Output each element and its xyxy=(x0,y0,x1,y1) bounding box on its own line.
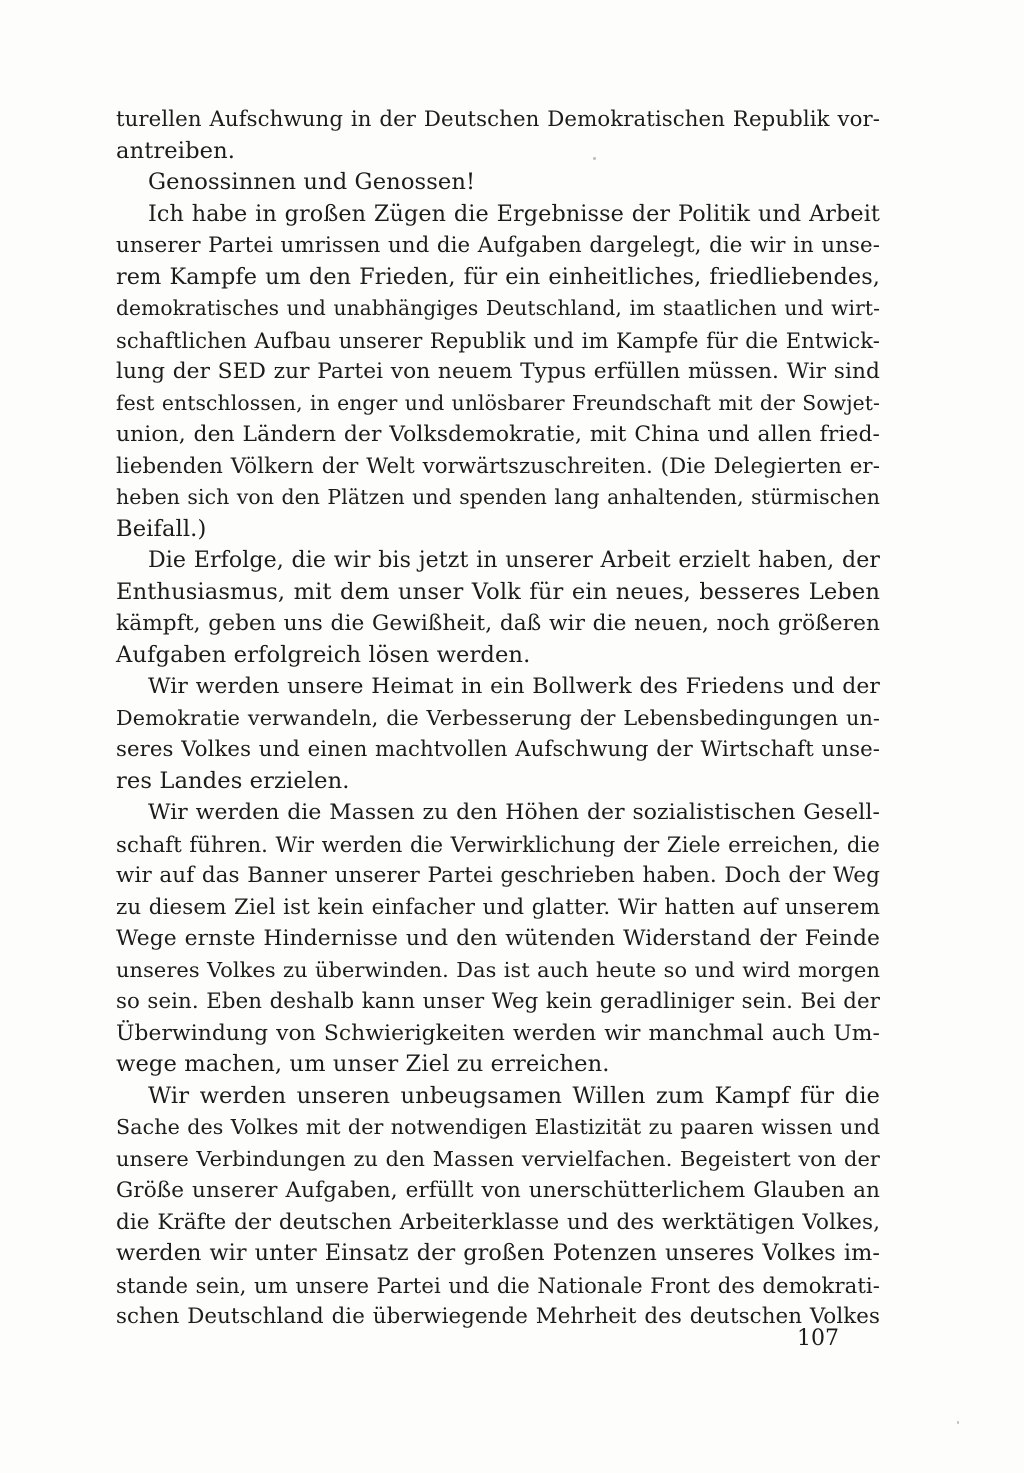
text-line: unseres Volkes zu überwinden. Das ist auch heute so und wird morgen xyxy=(116,957,880,982)
text-line: rem Kampfe um den Frieden, für ein einheitliches, friedliebendes, xyxy=(116,263,880,290)
text-line: fest entschlossen, in enger und unlösbarer Freundschaft mit der Sowjet- xyxy=(116,390,880,415)
text-line: seres Volkes und einen machtvollen Aufschwung der Wirtschaft unse- xyxy=(116,737,880,762)
page-number: 107 xyxy=(797,1326,839,1351)
text-line: turellen Aufschwung in der Deutschen Demokratischen Republik vor- xyxy=(116,107,880,132)
text-line: Die Erfolge, die wir bis jetzt in unserer Arbeit erzielt haben, der xyxy=(148,548,880,573)
text-line: demokratisches und unabhängiges Deutschland, im staatlichen und wirt- xyxy=(116,296,880,320)
text-line: schen Deutschland die überwiegende Mehrheit des deutschen Volkes xyxy=(116,1304,880,1329)
text-line: schaftlichen Aufbau unserer Republik und im Kampfe für die Entwick- xyxy=(116,327,880,353)
text-line: Größe unserer Aufgaben, erfüllt von unerschütterlichem Glauben an xyxy=(116,1178,880,1203)
text-line: Wir werden unseren unbeugsamen Willen zum Kampf für die xyxy=(148,1082,880,1109)
text-line: Enthusiasmus, mit dem unser Volk für ein neues, besseres Leben xyxy=(116,578,880,605)
body-text xyxy=(116,104,880,1333)
text-line: die Kräfte der deutschen Arbeiterklasse und des werktätigen Volkes, xyxy=(116,1209,880,1235)
text-line: Beifall.) xyxy=(116,515,207,542)
text-line: antreiben. xyxy=(116,137,236,164)
paper-speck xyxy=(593,157,596,160)
text-line: Aufgaben erfolgreich lösen werden. xyxy=(116,641,531,668)
text-line: Demokratie verwandeln, die Verbesserung der Lebensbedingungen un- xyxy=(116,705,880,730)
text-line: Wir werden die Massen zu den Höhen der sozialistischen Gesell- xyxy=(148,800,880,825)
text-line: unserer Partei umrissen und die Aufgaben dargelegt, die wir in unse- xyxy=(116,233,880,258)
text-line: Überwindung von Schwierigkeiten werden wir manchmal auch Um- xyxy=(116,1020,880,1046)
text-line: kämpft, geben uns die Gewißheit, daß wir die neuen, noch größeren xyxy=(116,611,880,636)
text-line: so sein. Eben deshalb kann unser Weg kein geradliniger sein. Bei der xyxy=(116,989,880,1014)
text-line: liebenden Völkern der Welt vorwärtszuschreiten. (Die Delegierten er- xyxy=(116,453,880,479)
text-line: union, den Ländern der Volksdemokratie, mit China und allen fried- xyxy=(116,422,880,447)
text-line: stande sein, um unsere Partei und die Nationale Front des demokrati- xyxy=(116,1272,880,1298)
text-line: wege machen, um unser Ziel zu erreichen. xyxy=(116,1051,610,1077)
text-line: Ich habe in großen Zügen die Ergebnisse der Politik und Arbeit xyxy=(148,200,880,227)
paper-speck xyxy=(957,1421,959,1424)
text-line: werden wir unter Einsatz der großen Potenzen unseres Volkes im- xyxy=(116,1240,880,1266)
text-line: lung der SED zur Partei von neuem Typus erfüllen müssen. Wir sind xyxy=(116,359,880,384)
text-line: Sache des Volkes mit der notwendigen Elastizität zu paaren wissen und xyxy=(116,1115,880,1139)
text-line: schaft führen. Wir werden die Verwirklichung der Ziele erreichen, die xyxy=(116,831,880,857)
text-line: Genossinnen und Genossen! xyxy=(148,169,476,195)
text-line: heben sich von den Plätzen und spenden lang anhaltenden, stürmischen xyxy=(116,485,880,509)
text-line: unsere Verbindungen zu den Massen vervielfachen. Begeistert von der xyxy=(116,1146,880,1171)
text-line: Wege ernste Hindernisse und den wütenden Widerstand der Feinde xyxy=(116,926,880,951)
text-line: zu diesem Ziel ist kein einfacher und glatter. Wir hatten auf unserem xyxy=(116,894,880,920)
text-line: Wir werden unsere Heimat in ein Bollwerk des Friedens und der xyxy=(148,674,880,699)
text-line: res Landes erzielen. xyxy=(116,767,350,794)
text-line: wir auf das Banner unserer Partei geschrieben haben. Doch der Weg xyxy=(116,863,880,888)
